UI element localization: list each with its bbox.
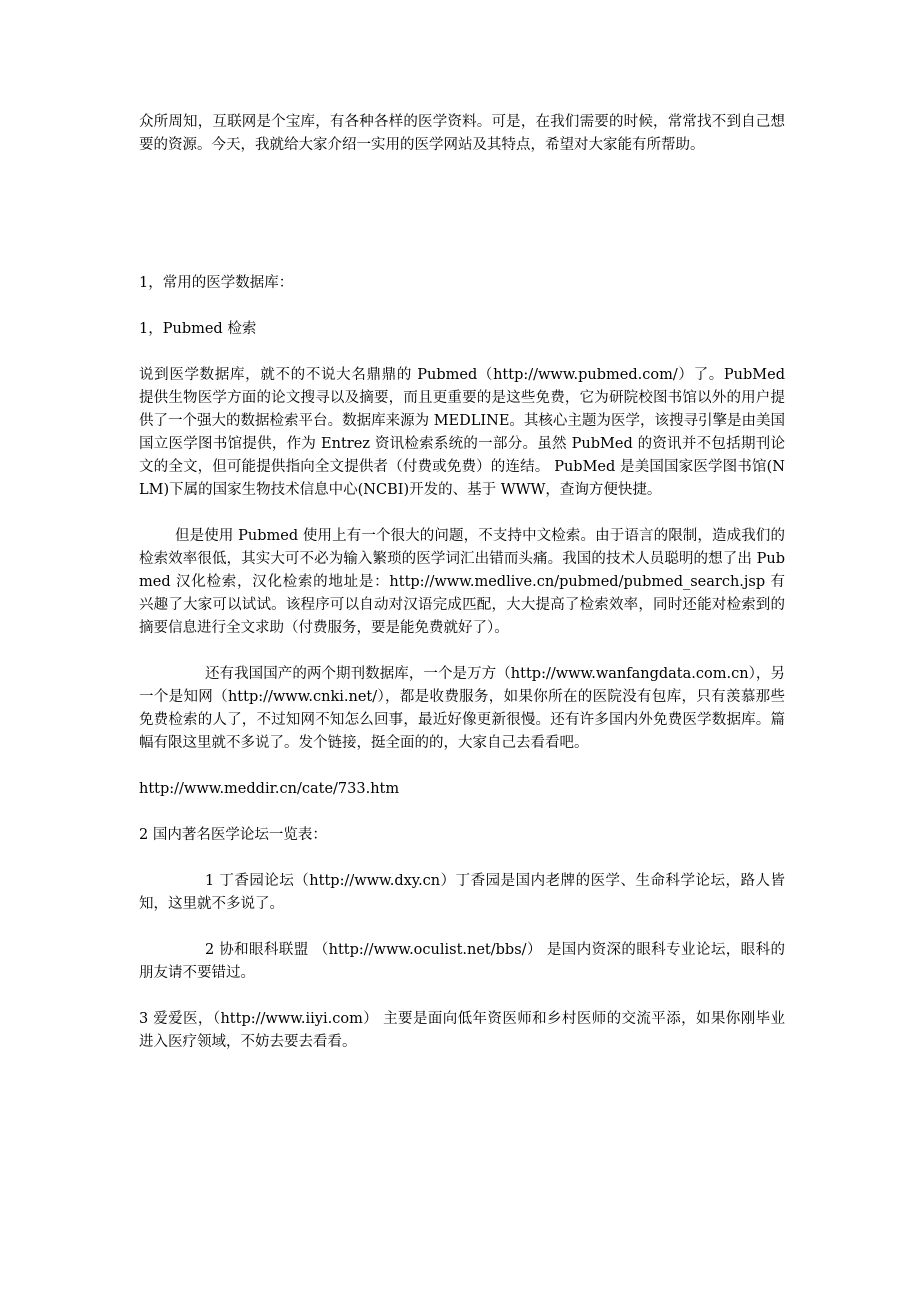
domestic-databases-paragraph: 还有我国国产的两个期刊数据库，一个是万方（http://www.wanfangdata.com.cn），另一个是知网（http://www.cnki.net/），都是收费服务，如果你所在的医院没有包库，只有羡慕那些免费检索的人了，不过知网不知怎么回事，最近好像更新很慢。还有许多国内外免费医学数据库。篇幅有限这里就不多说了。发个链接，挺全面的的，大家自己去看看吧。 [139,666,785,751]
document-body [139,111,785,1054]
forum-item-iiyi: 3 爱爱医，（http://www.iiyi.com） 主要是面向低年资医师和乡村医师的交流平添，如果你刚毕业进入医疗领域，不妨去要去看看。 [139,1011,785,1050]
section2-heading: 2 国内著名医学论坛一览表： [139,827,327,843]
pubmed-subheading: 1，Pubmed 检索 [139,321,257,337]
forum-item-oculist: 2 协和眼科联盟 （http://www.oculist.net/bbs/） 是国内资深的眼科专业论坛，眼科的朋友请不要错过。 [139,942,785,981]
meddir-link[interactable]: http://www.meddir.cn/cate/733.htm [139,781,400,797]
pubmed-paragraph: 说到医学数据库，就不的不说大名鼎鼎的 Pubmed（http://www.pubmed.com/）了。PubMed 提供生物医学方面的论文搜寻以及摘要，而且更重要的是这些免费，它为研院校图书馆以外的用户提供了一个强大的数据检索平台。数据库来源为 MEDLINE。其核心主题为医学，该搜寻引擎是由美国国立医学图书馆提供，作为 Entrez 资讯检索系统的一部分。虽然 PubMed 的资讯并不包括期刊论文的全文，但可能提供指向全文提供者（付费或免费）的连结。 PubMed 是美国国家医学图书馆(NLM)下属的国家生物技术信息中心(NCBI)开发的、基于 WWW，查询方便快捷。 [139,367,785,498]
section1-heading: 1，常用的医学数据库： [139,275,294,291]
intro-paragraph: 众所周知，互联网是个宝库，有各种各样的医学资料。可是，在我们需要的时候，常常找不到自己想要的资源。今天，我就给大家介绍一实用的医学网站及其特点，希望对大家能有所帮助。 [139,114,785,153]
chinese-search-paragraph: 但是使用 Pubmed 使用上有一个很大的问题，不支持中文检索。由于语言的限制，造成我们的检索效率很低，其实大可不必为输入繁琐的医学词汇出错而头痛。我国的技术人员聪明的想了出 Pubmed 汉化检索，汉化检索的地址是：http://www.medlive.cn/pubmed/pubmed_search.jsp 有兴趣了大家可以试试。该程序可以自动对汉语完成匹配，大大提高了检索效率，同时还能对检索到的摘要信息进行全文求助（付费服务，要是能免费就好了）。 [139,528,785,636]
forum-item-dxy: 1 丁香园论坛（http://www.dxy.cn）丁香园是国内老牌的医学、生命科学论坛，路人皆知，这里就不多说了。 [139,873,785,912]
